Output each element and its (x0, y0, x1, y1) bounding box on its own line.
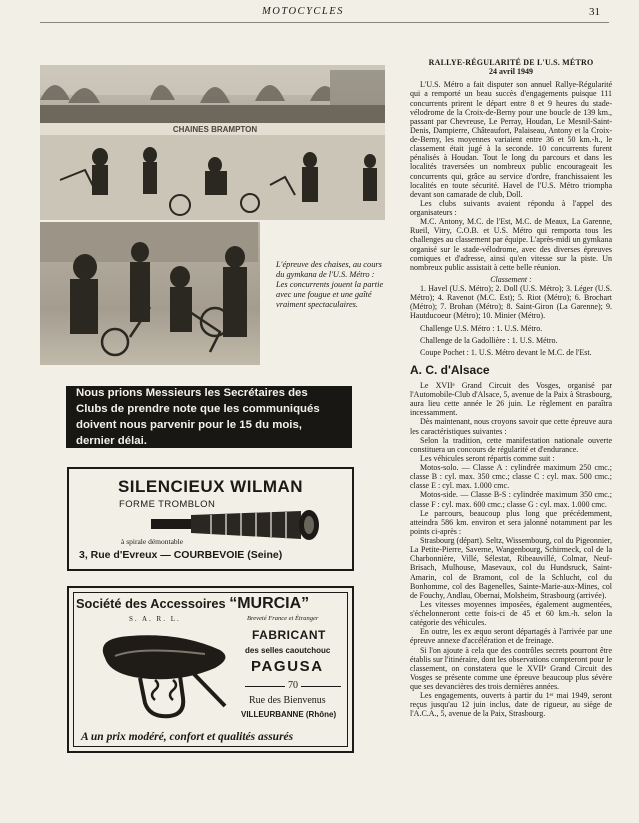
article-paragraph: Les véhicules seront répartis comme suit : (420, 453, 555, 463)
ad-company-brand: “MURCIA” (229, 595, 310, 612)
murcia-ad (67, 586, 354, 753)
classement-label: Classement : (490, 274, 532, 284)
article-title-rallye: RALLYE-RÉGULARITÉ DE L'U.S. MÉTRO (428, 58, 594, 67)
article-paragraph: L'U.S. Métro a fait disputer son annuel Rallye-Régularité qui a remporté un beau succès d'engagements puisque 111 concurrents prirent le départ entre 8 et 9 heures du stade-vélodrome de la Croix-de-Berny pour une boucle de 139 km., passant par Chevreuse, Le Perray, Houdan, Le Mesnil-Saint-Denis, Dampierre, Châteaufort, Palaiseau, Antony et la Croix-de-Berny, les moyennes variaient entre 36 et 50 km.-h., le classement était jugé à la seconde. 10 concurrents furent pénalisés à Houdan. Tout le long du parcours et dans les localités traversées un nombreux public encourageait les concurrents qui, grâce au service d'ordre, franchissaient les localités en toute sécurité. Havel de l'U.S. Métro triompha devant son camarade de club, Doll. (410, 80, 612, 199)
challenge-usmetro: Challenge U.S. Métro : 1. U.S. Métro. (420, 323, 543, 333)
coupe-pochet: Coupe Pochet : 1. U.S. Métro devant le M.C. de l'Est. (420, 347, 592, 357)
article-paragraph: En outre, les ex æquo seront départagés à l'arrivée par une épreuve annexe d'accélération et de freinage. (410, 627, 612, 646)
photo-lower-illustration (40, 222, 258, 365)
article-column (410, 58, 612, 719)
ad-address: 3, Rue d'Evreux — COURBEVOIE (Seine) (79, 549, 283, 561)
ad-pagusa: PAGUSA (251, 658, 324, 675)
ad-slogan: A un prix modéré, confort et qualités assurés (81, 731, 294, 743)
article-paragraph: Les engagements, ouverts à partir du 1ᵉʳ mai 1949, seront reçus jusqu'au 12 juin inclus, date de rigueur, au siège de l'A.C.A., 5, avenue de la Paix, Strasbourg. (410, 691, 612, 719)
gymkana-photo (40, 65, 385, 365)
ad-fabricant: FABRICANT (252, 628, 326, 642)
article-paragraph: Dès maintenant, nous croyons savoir que cette épreuve aura les caractéristiques suivantes : (410, 417, 612, 436)
article-paragraph: M.C. Antony, M.C. de l'Est, M.C. de Meaux, La Garenne, Rueil, Vitry, C.O.B. et U.S. Métro qui remporta tous les challenges au classement par équipe. L'après-midi un gymkana organisé sur le stade-vélodrome, avec des diverses épreuves comiques et d'adresse, ainsi qu'en vitesse sur la piste. Un nombreux public assistait à cette belle réunion. (410, 217, 612, 272)
photo-upper-illustration (40, 65, 385, 220)
article-paragraph: Les vitesses moyennes imposées, également augmentées, s'échelonneront cette fois-ci de 45 et 60 km.-h. selon la catégorie des véhicules. (410, 599, 612, 628)
article-paragraph: Les clubs suivants avaient répondu à l'appel des organisateurs : (410, 198, 612, 217)
ad-brevete: Breveté France et Étranger (247, 615, 319, 622)
club-secretaries-notice (66, 386, 352, 448)
ad-street-number: 70 (285, 680, 301, 691)
article-paragraph: Le parcours, beaucoup plus long que précédemment, atteindra 586 km. environ et sera jalonné notamment par les points ci-après : (410, 508, 612, 536)
classement-results: 1. Havel (U.S. Métro); 2. Doll (U.S. Métro); 3. Léger (U.S. Métro); 4. Ravenot (M.C. Est); 5. Riot (Métro); 6. Brochart (Métro); 7. Brohan (Métro); 8. Saint-Giron (La Garenne); 9. Hautducoeur (Métro); 10. Minier (Métro). (410, 284, 612, 321)
article-paragraph: Si l'on ajoute à cela que des contrôles secrets pourront être établis sur l'itinéraire, dont les observations compteront pour le classement, on constatera que le XVIIᵉ Grand Circuit des Vosges se présente comme une épreuve beaucoup plus sévère que ses devancières des trois dernières années. (410, 645, 612, 691)
header-rule (40, 22, 609, 23)
header-title: MOTOCYCLES (262, 6, 344, 17)
photo-caption-box (260, 220, 385, 365)
ad-city: VILLEURBANNE (Rhône) (241, 710, 337, 719)
article-paragraph: Motos-solo. — Classe A : cylindrée maximum 250 cmc.; classe B : cyl. max. 350 cmc.; classe C : cyl. max. 500 cmc.; classe E : cyl. max. 1.000 cmc. (410, 463, 612, 491)
ad-sarl: S. A. R. L. (129, 615, 181, 623)
ad-company-prefix: Société des Accessoires (76, 596, 226, 611)
article-paragraph: Motos-side. — Classe B-S : cylindrée maximum 350 cmc.; classe F : cyl. max. 600 cmc.; classe G : cyl. max. 1.000 cmc. (410, 490, 612, 509)
article-title-alsace: A. C. d'Alsace (410, 362, 490, 377)
ad-spirale: à spirale démontable (121, 537, 184, 546)
photo-caption: L'épreuve des chaises, au cours du gymkana de l'U.S. Métro : Les concurrents jouent la partie avec une fougue et une gaîté vraiment spectaculaires. (276, 260, 384, 309)
photo-banner-text: CHAINES BRAMPTON (172, 125, 258, 134)
notice-text: Nous prions Messieurs les Secrétaires des Clubs de prendre note que les communiqués doivent nous parvenir pour le 15 du mois, dernier délai. (76, 387, 320, 447)
photo-upper-scene (40, 65, 385, 220)
article-date-rallye: 24 avril 1949 (489, 67, 533, 77)
silencieux-wilman-ad (67, 467, 354, 571)
page-number: 31 (589, 6, 600, 18)
ad-selles: des selles caoutchouc (245, 646, 331, 655)
ad-model: FORME TROMBLON (119, 499, 216, 510)
saddle-illustration (85, 628, 235, 726)
article-paragraph: Le XVIIᵉ Grand Circuit des Vosges, organisé par l'Automobile-Club d'Alsace, 5, avenue de la Paix à Strasbourg, aura lieu cette année le 26 juin. Le règlement en paraîtra incessamment. (410, 380, 612, 418)
article-paragraph: Selon la tradition, cette manifestation nationale ouverte constituera un concours de régularité et d'endurance. (410, 435, 612, 454)
ad-brand: SILENCIEUX WILMAN (117, 477, 304, 496)
photo-lower-scene (40, 220, 262, 365)
ad-company (76, 595, 309, 613)
challenge-gadolliere: Challenge de la Gadollière : 1. U.S. Métro. (420, 335, 558, 345)
ad-street: Rue des Bienvenus (249, 695, 326, 706)
article-paragraph: Strasbourg (départ). Seltz, Wissembourg, col du Pigeonnier, La Petite-Pierre, Saverne, Wangenbourg, Schirmeck, col de la Charbonnière, Villé, Sélestat, Ribeauvillé, Colmar, Neuf-Brisach, Mulhouse, Masevaux, col du Hundsruck, Saint-Amarin, col de Bramont, col de la Schlucht, col du Bonhomme, col des Bagenelles, Sainte-Marie-aux-Mines, col de Fouchy, Andlau, Obernai, Molsheim, Strasbourg (arrivée). (410, 536, 612, 600)
